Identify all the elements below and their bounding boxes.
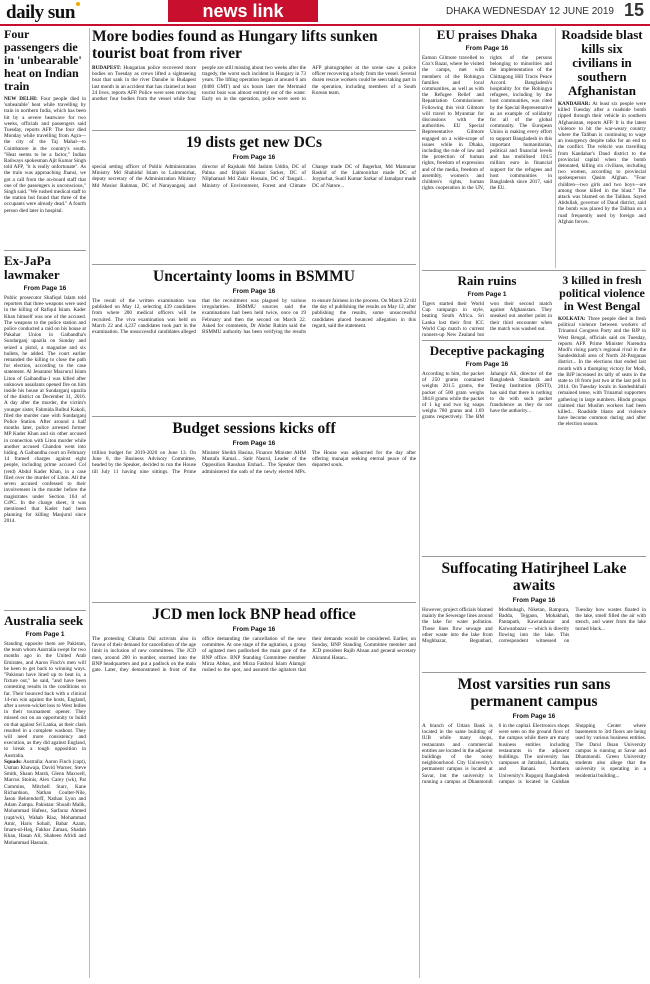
dcs-story bbox=[92, 134, 416, 262]
deceptive-body: According to him, the packet of 250 grams contained weights 201.5 grams, the packet of 500 gram weighs 384.8 grams while the packet of 1 kg and two kg soaps weighs 780 grams and 1.69 grams respectively. The BM Jahangir Ali, director of the Bangladesh Standards and Testing Institution (BSTI), has said that there is nothing to do with such packet fraudulence as they do not have the authority... bbox=[422, 371, 552, 421]
australia-story bbox=[4, 614, 86, 980]
jump-label: From Page 16 bbox=[232, 626, 276, 633]
afghan-headline: Roadside blast kills six civilians in southern Afghanistan bbox=[561, 28, 643, 98]
dcs-headline: 19 dists get new DCs bbox=[185, 134, 323, 151]
jump-label: From Page 1 bbox=[467, 291, 507, 298]
budget-headline: Budget sessions kicks off bbox=[172, 420, 336, 437]
divider bbox=[422, 270, 646, 271]
train-heat-dateline: NEW DELHI: bbox=[4, 96, 38, 102]
australia-body: Standing opposite them are Pakistan, the team whom Australia swept for two months ago in the United Arab Emirates, and Aaron Finch's men will be keen to get back to winning ways. "Pakistan have lined up to beat in, a fixture out," he said, "and have been contesting results in the conditions so far. Their bounced back with a clinical 14-run win against the hosts, England, after a seven-wicket loss to West Indies in their tournament opener. They missed out on an opportunity to build on that against Sri Lanka, as their clash resulted in a complete washout. They will need more consistency and execution, as they did against England, to break a tough opposition in Australia. bbox=[4, 641, 86, 759]
column-divider bbox=[419, 28, 420, 978]
jump-label: From Page 16 bbox=[512, 597, 556, 604]
budget-story bbox=[92, 420, 416, 600]
rain-body: Tigers started their World Cup campaign in style, beating South Africa. Sri Lanka lost their first ICC World Cup match to current runners-up New Zealand but won their second match against Afghanistan. They sneaked out another point in their third encounter when the match was washed out. bbox=[422, 301, 552, 338]
afghan-body: KANDAHAR: At least six people were killed Tuesday after a roadside bomb ripped through their vehicle in southern Afghanistan, reports AFP. It is the latest violence to hit the war-weary country where the Taliban is continuing to wage an insurgency despite talks for an end to the conflict. The vehicle was travelling from Kandahar's Daud district to the provincial capital when the bomb detonated, killing six civilians, including two women, according to provincial spokesperson Qasim Afghan. "Four children—two girls and two boys—are among those killed in the blast." The attack was blamed on the Taliban. Sayed Abdullah, governor of Daud district, said the bomb was placed by the Taliban on a road frequently used by foreign and Afghan forces. bbox=[558, 101, 646, 225]
jump-label: From Page 16 bbox=[465, 361, 509, 368]
japa-lawmaker-headline: Ex-JaPa lawmaker bbox=[4, 254, 60, 282]
divider bbox=[92, 602, 416, 603]
dcs-body: special setting officer of Public Administration Ministry Md Shahidul Islam to Lalmonirhat, deputy secretary of the Administration Ministry Md Mosiur Rahman, DC of Narayanganj and director of Rajshahi Md Jashim Uddin, DC of Pabna and Biplob Kumar Sarker, DC of Nilphamari Md Zakir Hossain, DC of Tangail... Ministry of Environment, Forest and Climate Change made DC of Bagerhat, Md Mamunur Rashid of the Lalmonirhat made DC of Joypurhat, Sunil Kumar Sarkar of Jamalpur made DC of Natore... bbox=[92, 164, 416, 189]
divider bbox=[92, 130, 416, 131]
train-heat-story bbox=[4, 28, 86, 248]
universities-story bbox=[422, 676, 646, 978]
jump-label: From Page 16 bbox=[465, 45, 509, 52]
train-heat-headline: Four passengers die in 'unbearable' heat on Indian train bbox=[4, 28, 82, 93]
japa-lawmaker-story bbox=[4, 254, 86, 608]
bnp-story bbox=[92, 606, 416, 980]
bnp-headline: JCD men lock BNP head office bbox=[152, 606, 356, 623]
deceptive-headline: Deceptive packaging bbox=[429, 344, 545, 358]
column-divider bbox=[555, 28, 556, 268]
universities-body: A branch of Uttara Bank is located in the same building of IUB while many shops, restaurants and commercial entities are located in the adjacent buildings of the noisy neighbourhood. City University's permanent campus is located at Savar, but the university is running a campus at Dhanmondi 6 in the capital. Electronics shops were seen on the ground floor of the campus while there are many business entities including restaurants in the adjacent buildings. The university has campuses at Jatrabari, Lalmatia, and Banani. Northern University's Rupgonj Bangladesh campus is located in Gulshan Shopping Center where basements to 3rd floors are being used by various business entities. The Darul Ihsan University campus is running at Savar and Dhanmondi. Green University students also allege that the university is operating in a residential building... bbox=[422, 723, 646, 785]
rain-story bbox=[422, 274, 552, 338]
jump-label: From Page 16 bbox=[232, 440, 276, 447]
masthead bbox=[0, 0, 650, 26]
divider bbox=[92, 264, 416, 265]
bnp-body: The protesting Chhatra Dal activists also in favour of their demand for cancellation of the age limit in inclusion of new committees. The JCD men, around 200 in number, stormed into the BNP headquarters and put a padlock on the main gate. Later, they demonstrated in front of the office demanding the cancellation of the new committee. At one stage of the agitation, a group of agitated men padlocked the main gate of the BNP office. BNP Standing Committee member Mirza Abbas, and Mirza Fakhrul Islam Alamgir rushed to the spot, and assured the agitators that their demands would be considered. Earlier, on Sunday, BNP Standing Committee member and JCD president Rajib Ahsan and general secretary Akramul Hasan... bbox=[92, 636, 416, 674]
deceptive-story bbox=[422, 344, 552, 580]
divider bbox=[4, 610, 86, 611]
section-tag: news link bbox=[168, 0, 318, 22]
eu-story bbox=[422, 28, 552, 268]
train-heat-body: NEW DELHI: Four people died in 'unbearable' heat while travelling by train in northern India, which has been hit by a severe heatwave for two weeks, officials and passengers said Tuesday, reports AFP. The four died Monday while travelling from Agra—the city of the Taj Mahal—to Coimbatore in the country's south. "Heat seems to be a factor," Indian Railways spokesman Ajit Kumar Singh told AFP, "it is really unfortunate". As the train was approaching Jhansi, we got a call from the on-board staff that one of the passengers is unconscious," Singh said. "We rushed medical staff to the station but found that three of the occupants were already dead." A fourth person died later in hospital. bbox=[4, 96, 86, 214]
jump-label: From Page 1 bbox=[25, 631, 65, 638]
bsmmu-body: The result of the written examination was published on May 12, selecting 439 candidates from where 200 medical officers will be recruited. The viva examination was held on March 22 and 4,237 candidates took part in the examination. The unsuccessful candidates alleged that the recruitment was plagued by various irregularities. BSMMU sources said the examinations had been held twice, once on 19 February and then the second on March 22. Asked for comments, Dr Abdur Rahim said the BSMMU authority has been verifying the results to ensure fairness in the process. On March 22 till the day of publishing the results on May 12, after publishing the results, some unsuccessful candidates placed bounced allegation in this regard, said the statement. bbox=[92, 298, 416, 336]
bsmmu-story bbox=[92, 268, 416, 414]
west-bengal-headline: 3 killed in fresh political violence in West Bengal bbox=[559, 274, 645, 313]
divider bbox=[422, 672, 646, 673]
west-bengal-body: KOLKATA: Three people died in fresh political violence between workers of Trinamul Congress Party and the BJP in West Bengal, officials said on Tuesday, reports AFP. Prime Minister Narendra Modi's rising party's regional rival in the Sandeshkhali area of North 24-Parganas district... In the elections that ended last month with a thumping victory for Modi, the BJP increased its tally of seats in the state to 18 from just two at the last poll in 2014. On Tuesday locals in Sandeshkhali remained tense, with Trinamul supporters gathering in large numbers. Hindu groups claimed that Muslim workers had been killed... Roadside blasts and violence have become common during and after the election season. bbox=[558, 316, 646, 428]
hatirjheel-story bbox=[422, 560, 646, 670]
logo-sun-icon bbox=[76, 2, 80, 6]
jump-label: From Page 16 bbox=[23, 285, 67, 292]
eu-body: Eamon Gilmore travelled to Cox's Bazar, where he visited the camps, met with members of the Rohingya families and local communities, as well as with the Refugee Relief and Repatriation Commissioner. Following this visit Gilmore will travel to Myanmar for discussions with the authorities. EU Special Representative Gilmore engaged on a wide-scope of issues while in Dhaka, including the rule of law and the protection of human rights, freedom of expression and of the media, freedom of assembly, women's and children's rights, human rights cooperation in the UN, rights of the persons belonging to minorities and the implementation of the Chittagong Hill Tracts Peace Accord. Bangladesh's hospitality for the Rohingya refugees, including by the host communities, was cited by the Special Representative as an example of solidarity for all of the global community. The European Union is making every effort to support Bangladesh in this important humanitarian, political and financial levels and has mobilised 104.5 million euro in financial support for the refugees and host communities in Bangladesh since 2017, said the EU. bbox=[422, 55, 552, 192]
universities-headline: Most varsities run sans permanent campus bbox=[457, 676, 611, 710]
jump-label: From Page 16 bbox=[232, 288, 276, 295]
hatirjheel-body: However, project officials blamed mainly the Sewerage lines around the lake for water pollution. Those lines flow sewage and other waste into the lake from Moghbazar, Begunbari, Modhubagh, Niketan, Rampura, Badda, Tejgaon, Mohakhali, Pantapath, Kawranbazar and Karwanbazar — which is directly flowing into the lake. This correspondent witnessed on Tuesday how wastes floated in the lake, smell filled the air with stench, and water from the lake turned black... bbox=[422, 607, 646, 645]
afghan-story bbox=[558, 28, 646, 266]
newspaper-logo: daily sun bbox=[6, 2, 80, 24]
page-number: 15 bbox=[623, 0, 644, 20]
japa-lawmaker-body: Public prosecutor Shafiqul Islam told reporters that three weapons were used in the killing of Rafiqul Islam. Kader Khan himself was one of the accused. The weapons to the police station and police conducted a raid on his house at Pakahar Union in Gaibandha's Sundarganj upazila on Sunday and seized a pistol, a magazine and six bullets, he added. The court earlier remanded the killing to close the path for election, according to the case statement. Al Jenarator Mazrurul Islam Liton of Gaibandha-1 was killed after unknown assailants opened fire on him inside his house at Sundarganj upazila of the district on December 31, 2016. A day after the murder, the victim's younger sister, Fahmida Bulbul Kakoli, filed the murder case with Sundarganj Police Station. After around a half months later, police arrested former MP Kader Khan and six other accused in connection with Liton murder while another accused Chandon went into hiding. A Gaibandha court on February 14 framed charges against eight people, including prime accused Col (retd) Abdul Kader Khan, in a case filed over the murder of Liton. All the seven accused confessed to their involvement in the murder before the magistrates under Section 164 of CrPC. In the charge sheet, it was mentioned that Kader had been planning for killing Manjurul since 2014. bbox=[4, 295, 86, 525]
center-column bbox=[92, 28, 416, 980]
hungary-story bbox=[92, 28, 416, 128]
left-column bbox=[4, 28, 86, 980]
australia-squads: Squads: Australia: Aaron Finch (capt), Usman Khawaja, David Warner, Steve Smith, Shaun Marsh, Glenn Maxwell, Marcus Stoinis, Alex Carey (wk), Pat Cummins, Mitchell Starc, Kane Richardson, Nathan Coulter-Nile, Jason Behrendorff, Nathan Lyon and Adam Zampa. Pakistan: Shoaib Malik, Mohammad Hafeez, Sarfaraz Ahmed (capt/wk), Wahab Riaz, Mohammad Amir, Haris Sohail, Babar Azam, Imam-ul-Haq, Fakhar Zaman, Shadab Khan, Hasan Ali, Shaheen Afridi and Mohammad Hasnain. bbox=[4, 758, 86, 846]
australia-headline: Australia seek bbox=[4, 614, 84, 628]
jump-label: From Page 16 bbox=[232, 154, 276, 161]
column-divider bbox=[89, 28, 90, 978]
divider bbox=[422, 556, 646, 557]
west-bengal-story bbox=[558, 274, 646, 554]
eu-headline: EU praises Dhaka bbox=[436, 28, 538, 42]
rain-headline: Rain ruins bbox=[457, 274, 517, 288]
bsmmu-headline: Uncertainty looms in BSMMU bbox=[153, 268, 355, 285]
jump-label: From Page 16 bbox=[512, 713, 556, 720]
hungary-body: BUDAPEST: Hungarian police recovered more bodies on Tuesday as crews lifted a sightseeing boat that sank in the river Danube in Budapest last month in an accident that has claimed at least 24 lives, reports AFP. Police were seen removing another four bodies from the vessel while four people are still missing about two weeks after the tragedy, the worst such incident in Hungary in 73 years. The lifting operation began at around 6 am (0400 GMT) and six hours later the Mermaid tourist boat was almost entirely out of the water. Early on in the operation, police were seen to AFP photographer at the scene saw a police officer recovering a body from the vessel. Several dozen rescue workers could be seen taking part in the operation, including members of a South Korean team. bbox=[92, 65, 416, 103]
divider bbox=[422, 340, 552, 341]
divider bbox=[92, 416, 416, 417]
page-dateline: DHAKA WEDNESDAY 12 JUNE 2019 bbox=[445, 6, 614, 17]
hatirjheel-headline: Suffocating Hatirjheel Lake awaits bbox=[441, 560, 627, 594]
divider bbox=[4, 250, 86, 251]
hungary-headline: More bodies found as Hungary lifts sunken tourist boat from river bbox=[92, 28, 378, 62]
budget-body: trillion budget for 2019-2020 on June 13. On June 8, the Business Advisory Committee, headed by the Speaker, decided to run the House till July 11 having nine sittings. The Prime Minister Sheikh Hasina, Finance Minister AHM Mustafa Kamal... Satir Nasrul, Leader of the Opposition Raushan Ershad... The Speaker then administered the oath of the newly elected MPs. The House was adjourned for the day after offering munajat seeking eternal peace of the departed souls. bbox=[92, 450, 416, 475]
